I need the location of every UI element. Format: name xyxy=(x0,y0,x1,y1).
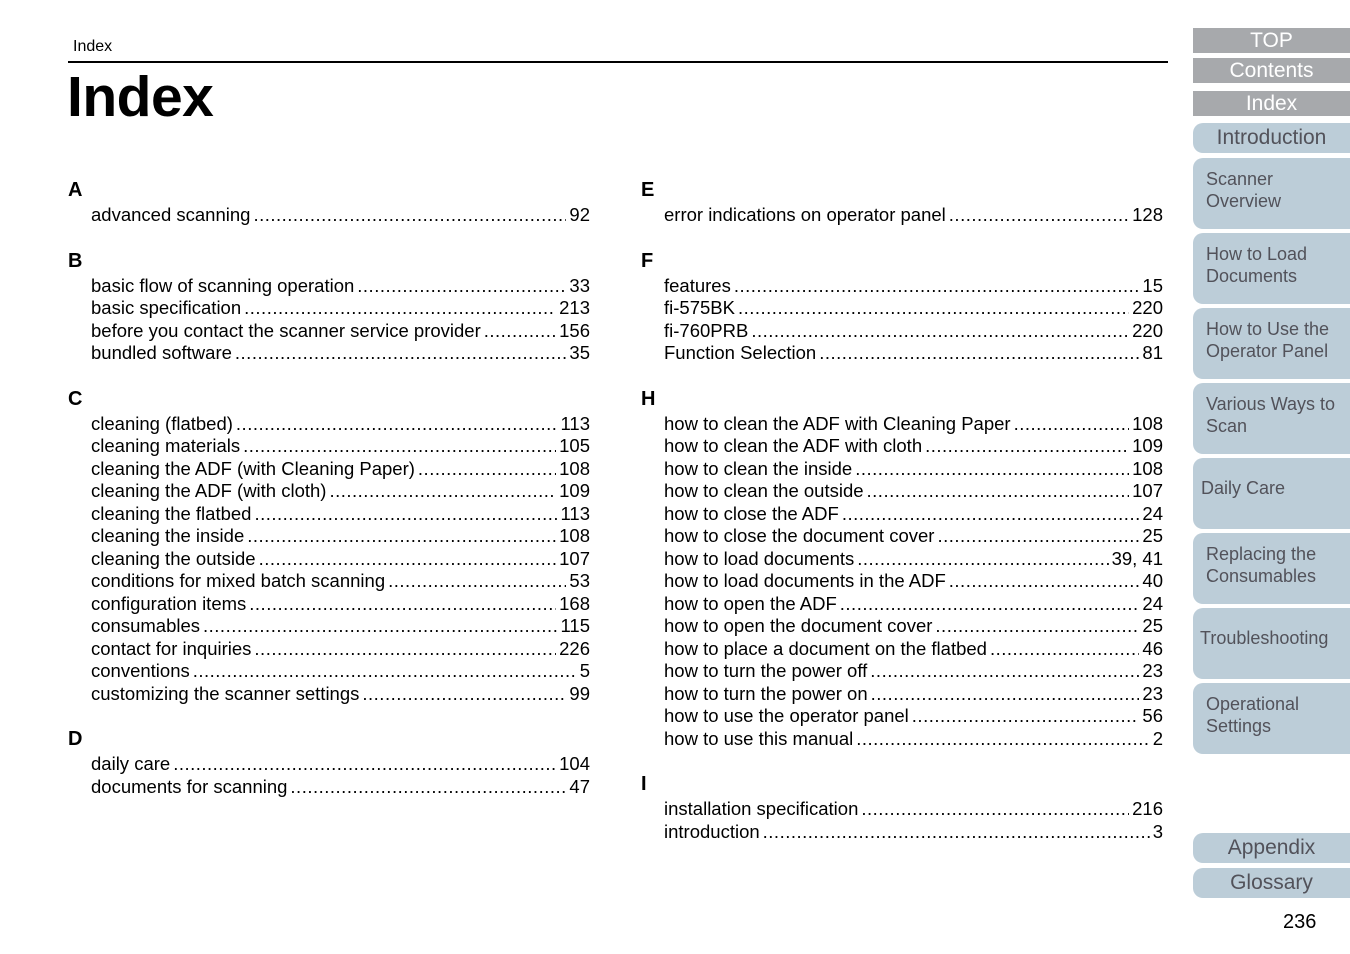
index-term[interactable]: cleaning (flatbed) xyxy=(91,412,233,434)
dot-leader xyxy=(738,297,1129,320)
index-section xyxy=(68,725,590,798)
index-entry[interactable] xyxy=(91,342,590,365)
index-term[interactable]: how to use the operator panel xyxy=(664,705,909,726)
index-term[interactable]: advanced scanning xyxy=(91,204,251,225)
running-head: Index xyxy=(73,38,113,55)
index-entry[interactable] xyxy=(664,728,1163,751)
index-entry[interactable] xyxy=(91,480,590,503)
section-letter: B xyxy=(68,249,83,272)
index-term[interactable]: cleaning the flatbed xyxy=(91,502,252,524)
index-section xyxy=(68,385,590,706)
index-entry[interactable] xyxy=(664,204,1163,227)
index-term[interactable]: error indications on operator panel xyxy=(664,204,946,225)
nav-contents-button[interactable]: Contents xyxy=(1193,58,1350,83)
dot-leader xyxy=(937,525,1139,548)
dot-leader xyxy=(173,753,556,776)
index-term[interactable]: how to open the document cover xyxy=(664,615,933,636)
index-entry[interactable] xyxy=(91,275,590,298)
page-reference[interactable]: 108 xyxy=(1132,412,1163,434)
dot-leader xyxy=(259,548,557,571)
page-title: Index xyxy=(67,65,214,129)
index-entry[interactable] xyxy=(664,593,1163,616)
index-term[interactable]: cleaning the ADF (with cloth) xyxy=(91,480,327,501)
index-entry[interactable] xyxy=(91,320,590,343)
section-letter: I xyxy=(641,773,647,795)
index-term[interactable]: cleaning materials xyxy=(91,435,241,456)
nav-operator-panel-tab[interactable]: How to Use the Operator Panel xyxy=(1193,308,1350,379)
page-reference[interactable]: 47 xyxy=(569,775,590,797)
page-reference[interactable]: 104 xyxy=(559,753,590,774)
index-entry[interactable] xyxy=(664,275,1163,298)
page-reference[interactable]: 5 xyxy=(579,660,590,681)
dot-leader xyxy=(249,593,556,616)
index-entry[interactable] xyxy=(664,705,1163,728)
index-term[interactable]: how to clean the inside xyxy=(664,457,853,479)
nav-how-to-load-documents-tab[interactable]: How to Load Documents xyxy=(1193,233,1350,304)
page-reference[interactable]: 56 xyxy=(1142,705,1163,726)
index-term[interactable]: how to close the document cover xyxy=(664,525,935,546)
index-entry[interactable] xyxy=(664,660,1163,683)
index-term[interactable]: how to open the ADF xyxy=(664,592,837,614)
index-entry[interactable] xyxy=(91,297,590,320)
dot-leader xyxy=(935,615,1139,638)
index-section xyxy=(68,247,590,365)
index-section xyxy=(641,385,1163,751)
index-entry[interactable] xyxy=(664,320,1163,343)
page-reference[interactable]: 2 xyxy=(1152,727,1163,749)
index-term[interactable]: contact for inquiries xyxy=(91,637,252,659)
index-term[interactable]: how to turn the power on xyxy=(664,682,868,704)
page-reference[interactable]: 46 xyxy=(1142,637,1163,659)
page-reference[interactable]: 25 xyxy=(1142,615,1163,636)
page-reference[interactable]: 40 xyxy=(1142,570,1163,591)
nav-various-ways-to-scan-tab[interactable]: Various Ways to Scan xyxy=(1193,383,1350,454)
page-reference[interactable]: 108 xyxy=(559,457,590,479)
nav-operational-settings-tab[interactable]: Operational Settings xyxy=(1193,683,1350,754)
index-entry[interactable] xyxy=(664,821,1163,844)
index-term[interactable]: basic flow of scanning operation xyxy=(91,274,355,296)
index-entry[interactable] xyxy=(91,525,590,548)
page-reference[interactable]: 128 xyxy=(1132,204,1163,225)
dot-leader xyxy=(871,683,1140,706)
index-term[interactable]: how to turn the power off xyxy=(664,660,868,681)
dot-leader xyxy=(763,821,1150,844)
page-reference[interactable]: 39, 41 xyxy=(1111,547,1163,569)
page-reference[interactable]: 33 xyxy=(569,274,590,296)
page-reference[interactable]: 108 xyxy=(1132,457,1163,479)
dot-leader xyxy=(819,342,1139,365)
page-reference[interactable]: 23 xyxy=(1142,660,1163,681)
nav-introduction-tab[interactable]: Introduction xyxy=(1193,123,1350,153)
page-reference[interactable]: 108 xyxy=(559,525,590,546)
section-letter: A xyxy=(68,179,83,201)
header-rule xyxy=(68,61,1168,63)
index-term[interactable]: installation specification xyxy=(664,798,859,819)
index-term[interactable]: documents for scanning xyxy=(91,775,288,797)
index-section xyxy=(641,770,1163,843)
dot-leader xyxy=(254,503,557,526)
dot-leader xyxy=(203,615,557,638)
page-reference[interactable]: 15 xyxy=(1142,274,1163,296)
index-term[interactable]: cleaning the ADF (with Cleaning Paper) xyxy=(91,457,415,479)
page-reference[interactable]: 24 xyxy=(1142,592,1163,614)
section-letter: F xyxy=(641,249,654,272)
dot-leader xyxy=(254,638,556,661)
index-entry[interactable] xyxy=(664,503,1163,526)
page-reference[interactable]: 220 xyxy=(1132,297,1163,318)
index-entry[interactable] xyxy=(664,458,1163,481)
index-entry[interactable] xyxy=(91,593,590,616)
dot-leader xyxy=(925,435,1129,458)
dot-leader xyxy=(235,342,567,365)
index-entry[interactable] xyxy=(91,570,590,593)
section-letter: H xyxy=(641,387,656,410)
nav-daily-care-tab[interactable]: Daily Care xyxy=(1193,458,1350,529)
dot-leader xyxy=(840,593,1140,616)
dot-leader xyxy=(867,480,1130,503)
index-column-left xyxy=(68,176,590,818)
index-entry[interactable] xyxy=(91,615,590,638)
index-entry[interactable] xyxy=(664,683,1163,706)
index-entry[interactable] xyxy=(91,413,590,436)
index-term[interactable]: configuration items xyxy=(91,592,247,614)
index-term[interactable]: conventions xyxy=(91,660,190,681)
index-term[interactable]: customizing the scanner settings xyxy=(91,682,360,704)
page-reference[interactable]: 53 xyxy=(569,570,590,591)
dot-leader xyxy=(857,548,1108,571)
index-term[interactable]: basic specification xyxy=(91,297,242,318)
index-entry[interactable] xyxy=(91,683,590,706)
section-letter: C xyxy=(68,387,83,410)
page-reference[interactable]: 35 xyxy=(569,342,590,363)
dot-leader xyxy=(734,275,1140,298)
page-reference[interactable]: 109 xyxy=(1132,435,1163,456)
page-reference[interactable]: 92 xyxy=(569,204,590,225)
index-section xyxy=(641,176,1163,227)
page-reference[interactable]: 109 xyxy=(559,480,590,501)
page-reference[interactable]: 107 xyxy=(1132,480,1163,501)
index-term[interactable]: fi-575BK xyxy=(664,297,735,318)
dot-leader xyxy=(484,320,556,343)
index-entry[interactable] xyxy=(91,458,590,481)
index-entry[interactable] xyxy=(91,435,590,458)
index-entry[interactable] xyxy=(664,480,1163,503)
index-term[interactable]: Function Selection xyxy=(664,342,817,363)
dot-leader xyxy=(751,320,1129,343)
index-entry[interactable] xyxy=(664,615,1163,638)
index-entry[interactable] xyxy=(664,570,1163,593)
index-term[interactable]: how to close the ADF xyxy=(664,502,839,524)
index-term[interactable]: how to clean the ADF with Cleaning Paper xyxy=(664,412,1011,434)
dot-leader xyxy=(856,728,1149,751)
page-number: 236 xyxy=(1283,911,1317,933)
index-entry[interactable] xyxy=(664,342,1163,365)
nav-appendix-tab[interactable]: Appendix xyxy=(1193,833,1350,863)
section-letter: E xyxy=(641,179,655,201)
dot-leader xyxy=(247,525,556,548)
dot-leader xyxy=(949,570,1140,593)
index-entry[interactable] xyxy=(664,798,1163,821)
index-entry[interactable] xyxy=(91,548,590,571)
nav-troubleshooting-tab[interactable]: Troubleshooting xyxy=(1193,608,1350,679)
index-term[interactable]: features xyxy=(664,274,731,296)
page-reference[interactable]: 226 xyxy=(559,637,590,659)
page-reference[interactable]: 3 xyxy=(1152,820,1163,842)
page-reference[interactable]: 24 xyxy=(1142,502,1163,524)
index-term[interactable]: how to use this manual xyxy=(664,727,854,749)
dot-leader xyxy=(1014,413,1130,436)
dot-leader xyxy=(912,705,1140,728)
index-term[interactable]: consumables xyxy=(91,615,201,636)
index-term[interactable]: how to clean the ADF with cloth xyxy=(664,435,923,456)
index-entry[interactable] xyxy=(664,525,1163,548)
index-section xyxy=(68,176,590,227)
dot-leader xyxy=(236,413,558,436)
index-section xyxy=(641,247,1163,365)
index-entry[interactable] xyxy=(91,753,590,776)
dot-leader xyxy=(990,638,1139,661)
page-reference[interactable]: 156 xyxy=(559,319,590,341)
index-entry[interactable] xyxy=(91,776,590,799)
index-entry[interactable] xyxy=(91,638,590,661)
index-term[interactable]: cleaning the inside xyxy=(91,525,245,546)
dot-leader xyxy=(253,204,566,227)
dot-leader xyxy=(290,776,566,799)
page-reference[interactable]: 220 xyxy=(1132,319,1163,341)
page-reference[interactable]: 99 xyxy=(569,682,590,704)
index-term[interactable]: bundled software xyxy=(91,342,232,363)
page-reference[interactable]: 81 xyxy=(1142,342,1163,363)
page-reference[interactable]: 168 xyxy=(559,592,590,614)
dot-leader xyxy=(193,660,577,683)
index-entry[interactable] xyxy=(91,660,590,683)
page-reference[interactable]: 25 xyxy=(1142,525,1163,546)
index-term[interactable]: how to place a document on the flatbed xyxy=(664,637,987,659)
page-reference[interactable]: 113 xyxy=(560,502,590,524)
page-reference[interactable]: 115 xyxy=(560,615,590,636)
nav-glossary-tab[interactable]: Glossary xyxy=(1193,868,1350,898)
index-term[interactable]: cleaning the outside xyxy=(91,547,256,569)
dot-leader xyxy=(329,480,556,503)
index-term[interactable]: fi-760PRB xyxy=(664,319,749,341)
index-entry[interactable] xyxy=(664,638,1163,661)
nav-top-button[interactable]: TOP xyxy=(1193,28,1350,53)
dot-leader xyxy=(243,435,556,458)
dot-leader xyxy=(357,275,566,298)
dot-leader xyxy=(855,458,1129,481)
dot-leader xyxy=(842,503,1140,526)
index-term[interactable]: how to clean the outside xyxy=(664,480,864,501)
index-entry[interactable] xyxy=(91,503,590,526)
page-reference[interactable]: 113 xyxy=(560,412,590,434)
index-term[interactable]: daily care xyxy=(91,753,171,774)
dot-leader xyxy=(418,458,556,481)
dot-leader xyxy=(870,660,1139,683)
dot-leader xyxy=(949,204,1129,227)
page-reference[interactable]: 105 xyxy=(559,435,590,456)
index-entry[interactable] xyxy=(664,413,1163,436)
page-reference[interactable]: 23 xyxy=(1142,682,1163,704)
dot-leader xyxy=(388,570,566,593)
section-letter: D xyxy=(68,728,83,750)
page-reference[interactable]: 213 xyxy=(559,297,590,318)
index-term[interactable]: introduction xyxy=(664,820,760,842)
nav-scanner-overview-tab[interactable]: Scanner Overview xyxy=(1193,158,1350,229)
index-column-right xyxy=(641,176,1163,863)
index-entry[interactable] xyxy=(664,548,1163,571)
page-reference[interactable]: 107 xyxy=(559,547,590,569)
page-reference[interactable]: 216 xyxy=(1132,798,1163,819)
dot-leader xyxy=(362,683,566,706)
index-term[interactable]: conditions for mixed batch scanning xyxy=(91,570,386,591)
index-entry[interactable] xyxy=(91,204,590,227)
index-term[interactable]: how to load documents in the ADF xyxy=(664,570,946,591)
nav-index-button[interactable]: Index xyxy=(1193,91,1350,116)
dot-leader xyxy=(861,798,1129,821)
index-term[interactable]: before you contact the scanner service provider xyxy=(91,319,481,341)
index-entry[interactable] xyxy=(664,297,1163,320)
nav-replacing-consumables-tab[interactable]: Replacing the Consumables xyxy=(1193,533,1350,604)
index-entry[interactable] xyxy=(664,435,1163,458)
dot-leader xyxy=(244,297,556,320)
index-term[interactable]: how to load documents xyxy=(664,547,855,569)
